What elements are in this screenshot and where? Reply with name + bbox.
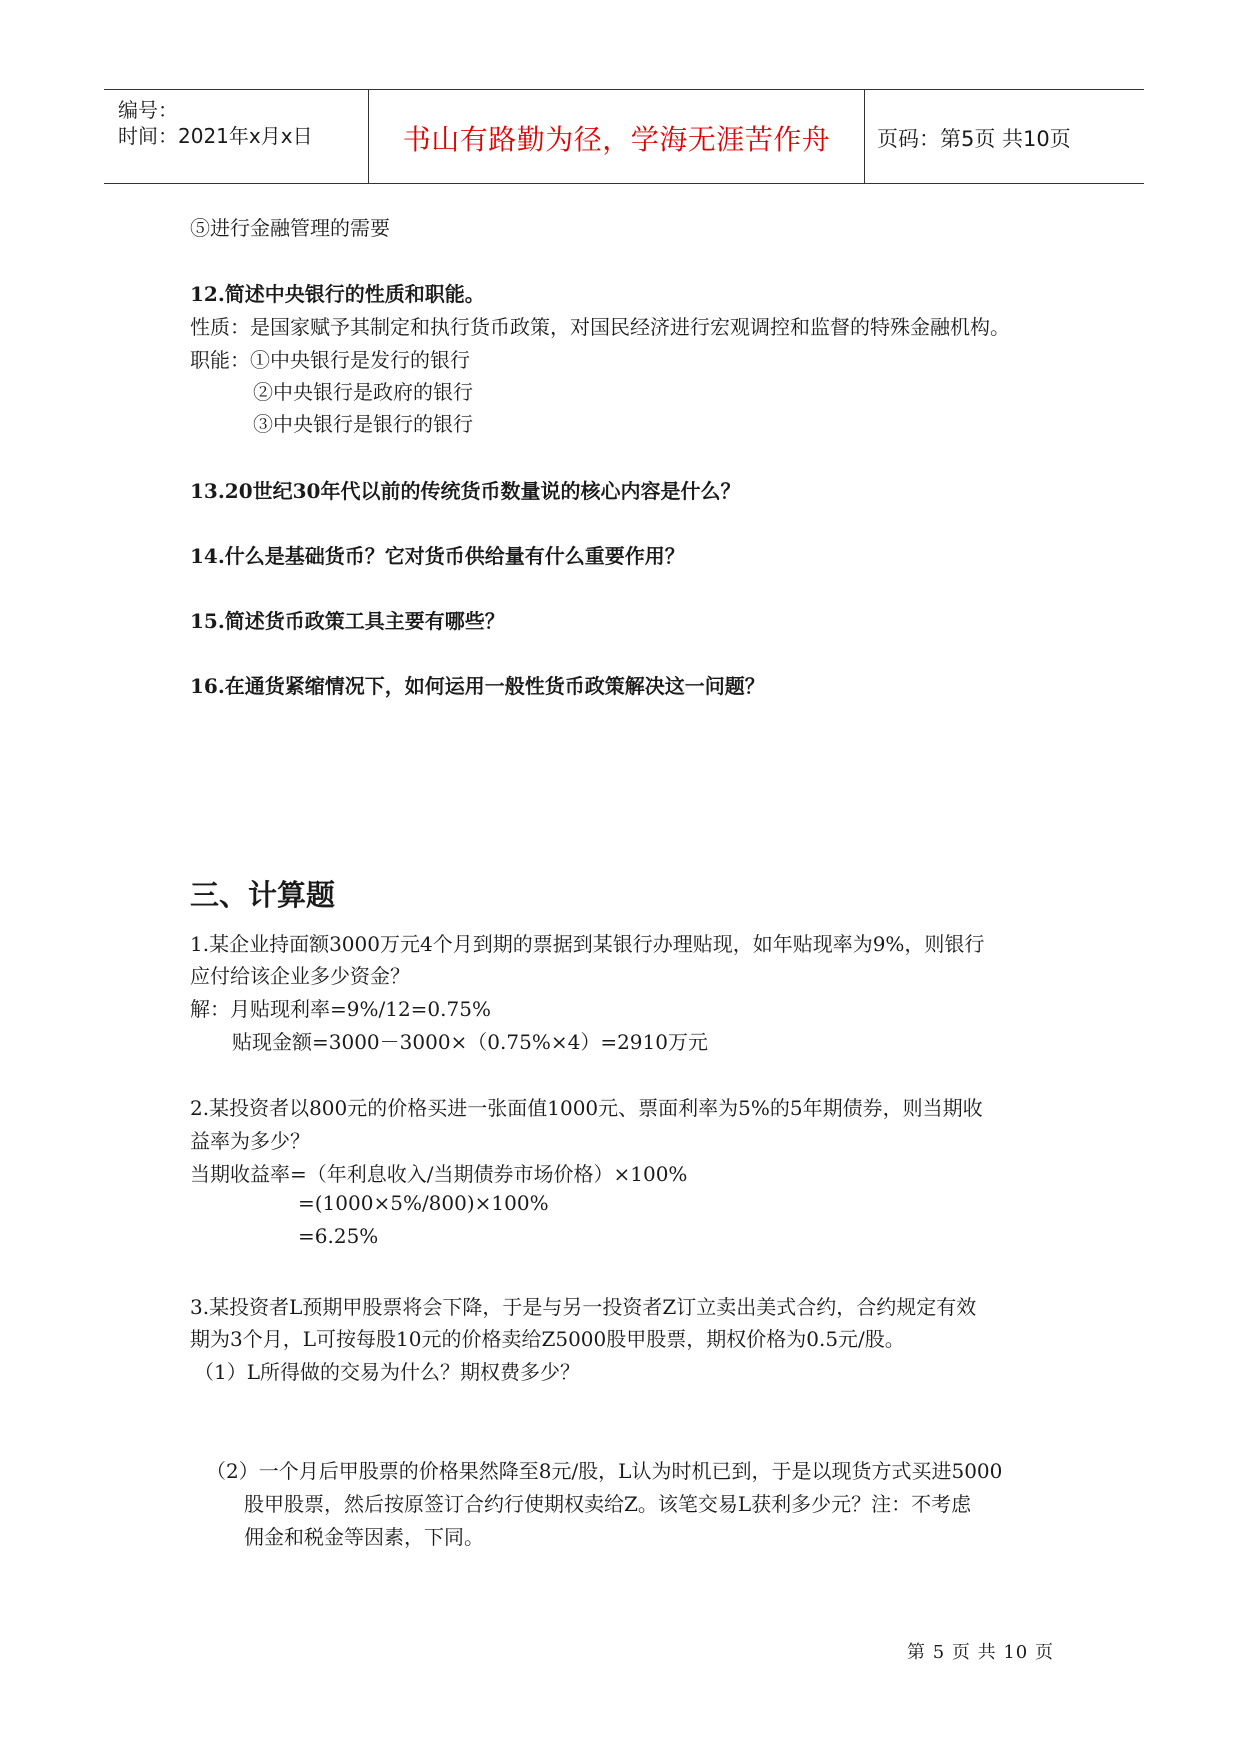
calc-3-question-cont: 期为3个月，L可按每股10元的价格卖给Z5000股甲股票，期权价格为0.5元/股。 [190,1327,905,1351]
question-14: 14.什么是基础货币？它对货币供给量有什么重要作用？ [190,544,685,568]
section-heading: 三、计算题 [190,878,336,912]
header-meta [104,90,369,183]
question-15: 15.简述货币政策工具主要有哪些？ [190,609,505,633]
calc-3-sub-2-cont2: 佣金和税金等因素，下同。 [244,1525,484,1549]
calc-3-sub-2-cont: 股甲股票，然后按原签订合约行使期权卖给Z。该笔交易L获利多少元？注：不考虑 [244,1492,972,1516]
q12-function-1: 职能：①中央银行是发行的银行 [190,348,470,372]
page-label: 页码：第5页 共10页 [877,127,1071,151]
number-label: 编号： [118,98,178,122]
q12-function-2: ②中央银行是政府的银行 [253,380,473,404]
q12-nature: 性质：是国家赋予其制定和执行货币政策，对国民经济进行宏观调控和监督的特殊金融机构。 [190,315,1010,339]
question-13: 13.20世纪30年代以前的传统货币数量说的核心内容是什么？ [190,479,741,503]
q12-function-3: ③中央银行是银行的银行 [253,412,473,436]
calc-3-sub-2: （2）一个月后甲股票的价格果然降至8元/股，L认为时机已到，于是以现货方式买进5000 [206,1459,1003,1483]
calc-2-question: 2.某投资者以800元的价格买进一张面值1000元、票面利率为5%的5年期债券，则当期收 [190,1096,983,1120]
question-12: 12.简述中央银行的性质和职能。 [190,282,485,306]
header-motto-cell [369,90,865,183]
calc-2-step-1: =(1000×5%/800)×100% [298,1191,549,1215]
calc-3-sub-1: （1）L所得做的交易为什么？期权费多少？ [194,1360,581,1384]
header-page-cell [865,90,1144,183]
question-16: 16.在通货紧缩情况下，如何运用一般性货币政策解决这一问题？ [190,674,765,698]
calc-2-question-cont: 益率为多少？ [190,1129,310,1153]
motto: 书山有路勤为径，学海无涯苦作舟 [402,123,831,156]
calc-2-formula: 当期收益率=（年利息收入/当期债券市场价格）×100% [190,1162,688,1186]
calc-1-question: 1.某企业持面额3000万元4个月到期的票据到某银行办理贴现，如年贴现率为9%，则银行 [190,932,985,956]
calc-1-solution-2: 贴现金额=3000－3000×（0.75%×4）=2910万元 [232,1030,708,1054]
time-label: 时间：2021年x月x日 [118,124,313,148]
calc-3-question: 3.某投资者L预期甲股票将会下降，于是与另一投资者Z订立卖出美式合约，合约规定有效 [190,1295,977,1319]
page-footer: 第 5 页 共 10 页 [907,1642,1054,1663]
calc-2-step-2: =6.25% [298,1224,379,1248]
calc-1-solution-1: 解：月贴现利率=9%/12=0.75% [190,997,491,1021]
calc-1-question-cont: 应付给该企业多少资金？ [190,964,410,988]
text-line: ⑤进行金融管理的需要 [190,216,390,240]
page-header [104,89,1144,184]
